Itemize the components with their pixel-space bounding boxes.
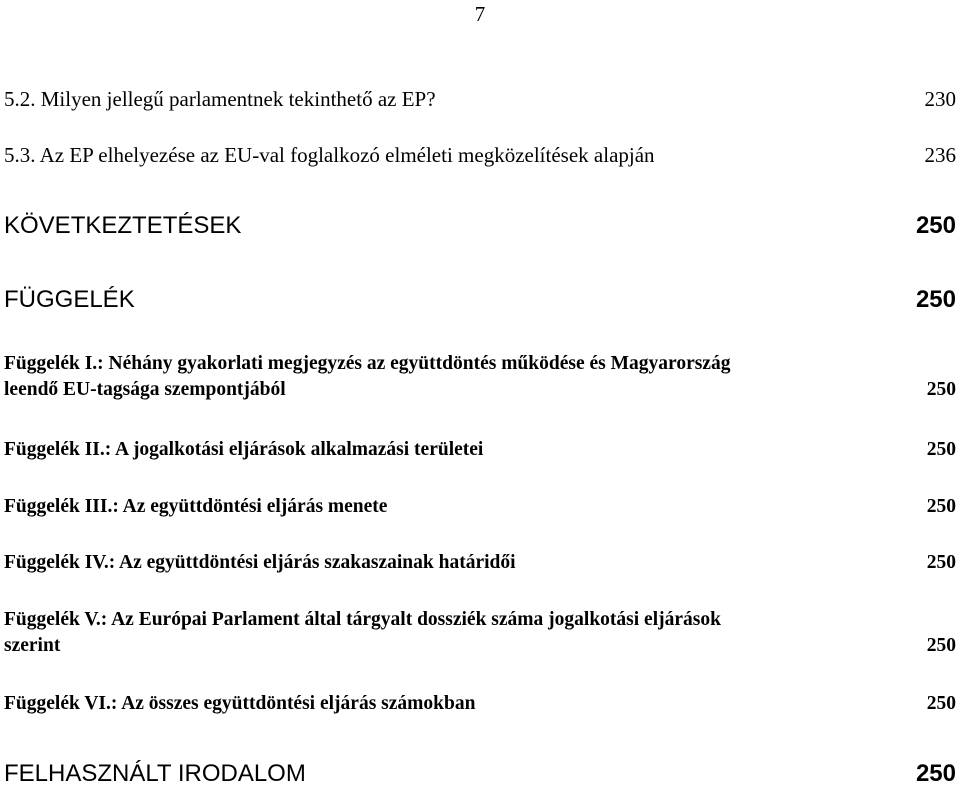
toc-entry-title	[4, 550, 516, 576]
toc-entry-title: FELHASZNÁLT IRODALOM	[4, 760, 306, 787]
appendix-description-continued: leendő EU-tagsága szempontjából	[4, 379, 286, 400]
toc-entry-page: 236	[924, 143, 956, 167]
toc-entry-title	[4, 607, 721, 659]
appendix-label: Függelék III.	[4, 496, 113, 517]
appendix-label: Függelék VI.	[4, 693, 111, 714]
appendix-label: Függelék I.	[4, 353, 98, 374]
toc-entry-appendix-6[interactable]	[4, 691, 956, 717]
toc-entry-title	[4, 494, 387, 520]
appendix-description: : Az együttdöntési eljárás menete	[112, 496, 388, 517]
toc-entry-felhasznalt-irodalom[interactable]	[4, 759, 956, 789]
toc-entry-page: 250	[926, 635, 956, 656]
toc-entry-kovetkeztetesek[interactable]	[4, 211, 956, 241]
appendix-description: : A jogalkotási eljárások alkalmazási területei	[104, 439, 484, 460]
toc-entry-page: 230	[924, 87, 956, 111]
appendix-label: Függelék IV.	[4, 552, 109, 573]
toc-entry-title	[4, 351, 730, 403]
toc-entry-page: 250	[926, 379, 956, 400]
toc-entry-page: 250	[926, 439, 956, 460]
appendix-description: : Az összes együttdöntési eljárás számokban	[110, 693, 476, 714]
appendix-description: : Néhány gyakorlati megjegyzés az együttdöntés működése és Magyarország	[97, 353, 731, 374]
toc-entry-title: 5.2. Milyen jellegű parlamentnek tekinthető az EP?	[4, 87, 436, 111]
toc-entry-appendix-5[interactable]	[4, 607, 956, 659]
page-number: 7	[474, 2, 486, 26]
toc-entry-page: 250	[926, 693, 956, 714]
toc-entry-page: 250	[915, 286, 956, 313]
toc-entry-title	[4, 691, 475, 717]
toc-entry-appendix-1[interactable]	[4, 351, 956, 403]
appendix-description-continued: szerint	[4, 635, 61, 656]
toc-entry-page: 250	[915, 760, 956, 787]
toc-entry-title: KÖVETKEZTETÉSEK	[4, 212, 242, 239]
toc-entry-page: 250	[926, 496, 956, 517]
appendix-label: Függelék II.	[4, 439, 105, 460]
toc-entry-5-2[interactable]	[4, 86, 956, 112]
toc-entry-5-3[interactable]	[4, 142, 956, 168]
appendix-label: Függelék V.	[4, 609, 101, 630]
toc-entry-appendix-3[interactable]	[4, 494, 956, 520]
toc-entry-page: 250	[915, 212, 956, 239]
toc-entry-fuggelek[interactable]	[4, 285, 956, 315]
toc-entry-title	[4, 437, 483, 463]
toc-entry-appendix-4[interactable]	[4, 550, 956, 576]
toc-entry-appendix-2[interactable]	[4, 437, 956, 463]
toc-entry-title: FÜGGELÉK	[4, 286, 135, 313]
appendix-description: : Az Európai Parlament által tárgyalt dossziék száma jogalkotási eljárások	[100, 609, 721, 630]
toc-entry-page: 250	[926, 552, 956, 573]
toc-entry-title: 5.3. Az EP elhelyezése az EU-val foglalkozó elméleti megközelítések alapján	[4, 143, 655, 167]
appendix-description: : Az együttdöntési eljárás szakaszainak határidői	[108, 552, 516, 573]
